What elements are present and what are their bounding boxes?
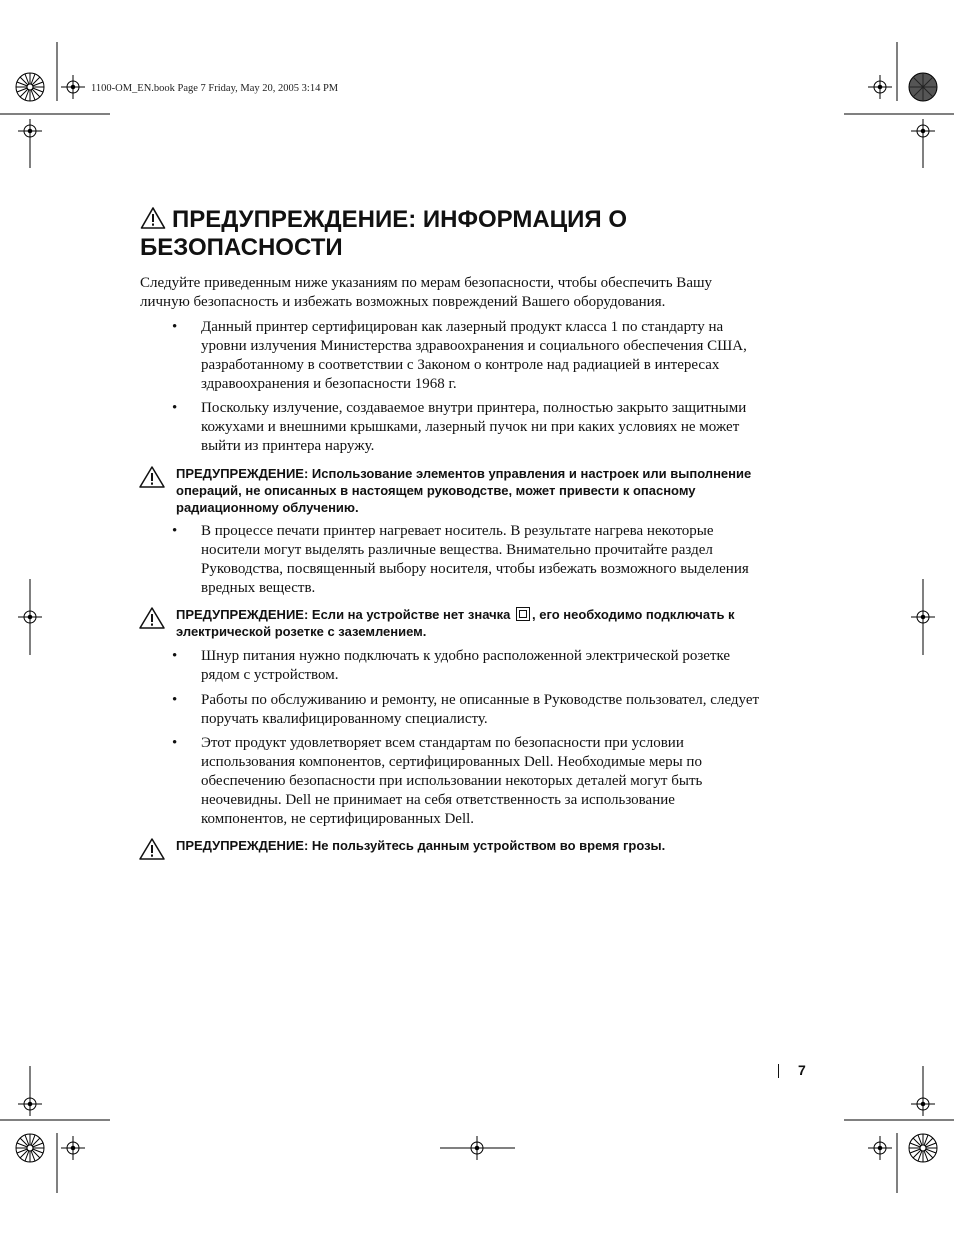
warning-icon	[140, 206, 166, 230]
registration-cross	[61, 75, 85, 99]
bullet-mark: •	[172, 735, 178, 751]
list-item-text: Поскольку излучение, создаваемое внутри принтера, полностью закрыто защитными кожухами и внешними крышками, лазерный пучок ни при каких условиях не может выйти из принтера наружу.	[201, 400, 747, 454]
registration-cross	[911, 119, 935, 143]
list-item	[172, 647, 762, 685]
registration-cross	[868, 75, 892, 99]
registration-star-bottom-left	[16, 1134, 44, 1162]
page-title	[140, 206, 780, 262]
list-item	[172, 734, 762, 829]
warning-note	[138, 465, 768, 516]
warning-text-part: ПРЕДУПРЕЖДЕНИЕ: Если на устройстве нет значка	[176, 607, 514, 622]
warning-note	[138, 606, 768, 640]
list-item	[172, 318, 762, 394]
page-number-divider	[778, 1064, 779, 1078]
registration-star-top-right	[909, 73, 937, 101]
warning-text: ПРЕДУПРЕЖДЕНИЕ: Не пользуйтесь данным устройством во время грозы.	[176, 838, 666, 853]
bullet-mark: •	[172, 648, 178, 664]
double-insulation-icon	[516, 607, 530, 621]
intro-paragraph: Следуйте приведенным ниже указаниям по мерам безопасности, чтобы обеспечить Вашу личную безопасность и избежать возможных повреждений Вашего оборудования.	[140, 275, 713, 310]
list-item	[172, 399, 762, 456]
bullet-mark: •	[172, 523, 178, 539]
registration-cross	[18, 1092, 42, 1116]
warning-icon	[138, 606, 166, 630]
page-title-text: ПРЕДУПРЕЖДЕНИЕ: ИНФОРМАЦИЯ О БЕЗОПАСНОСТИ	[140, 206, 628, 261]
registration-star-bottom-right	[909, 1134, 937, 1162]
list-item-text: Данный принтер сертифицирован как лазерный продукт класса 1 по стандарту на уровни излучения Министерства здравоохранения и социального обеспечения США, разработанному в соответствии с Законом о контроле над радиацией в интересах здравоохранения и безопасности 1968 г.	[201, 319, 747, 392]
bullet-mark: •	[172, 400, 178, 416]
list-item-text: В процессе печати принтер нагревает носитель. В результате нагрева некоторые носители могут выделять различные вещества. Внимательно прочитайте раздел Руководства, посвященный выбору носителя, чтобы избежать возможного выделения вредных веществ.	[201, 523, 749, 596]
registration-cross	[61, 1136, 85, 1160]
registration-cross	[868, 1136, 892, 1160]
warning-text	[176, 606, 768, 640]
list-item	[172, 691, 762, 729]
list-item-text: Этот продукт удовлетворяет всем стандартам по безопасности при условии использования компонентов, сертифицированных Dell. Необходимые меры по обеспечению безопасности при использовании некоторых деталей могут быть неочевидны. Dell не принимает на себя ответственность за использование компонентов, не сертифицированных Dell.	[201, 735, 703, 827]
list-item-text: Шнур питания нужно подключать к удобно расположенной электрической розетке рядом с устройством.	[201, 648, 731, 683]
running-header: 1100-OM_EN.book Page 7 Friday, May 20, 2005 3:14 PM	[91, 83, 339, 94]
registration-cross	[18, 119, 42, 143]
warning-text-part: , его необходимо подключать к электрической розетке с заземлением.	[176, 607, 735, 639]
warning-icon	[138, 465, 166, 489]
list-item-text: Работы по обслуживанию и ремонту, не описанные в Руководстве пользовател, следует поручать квалифицированному специалисту.	[201, 692, 760, 727]
registration-star-top-left	[16, 73, 44, 101]
warning-icon	[138, 837, 166, 861]
list-item	[172, 522, 762, 598]
warning-note	[138, 837, 768, 854]
registration-cross	[911, 1092, 935, 1116]
page-number: 7	[798, 1062, 806, 1078]
bullet-mark: •	[172, 692, 178, 708]
warning-text: ПРЕДУПРЕЖДЕНИЕ: Использование элементов управления и настроек или выполнение операций, не описанных в настоящем руководстве, может привести к опасному радиационному облучению.	[176, 466, 752, 515]
bullet-mark: •	[172, 319, 178, 335]
